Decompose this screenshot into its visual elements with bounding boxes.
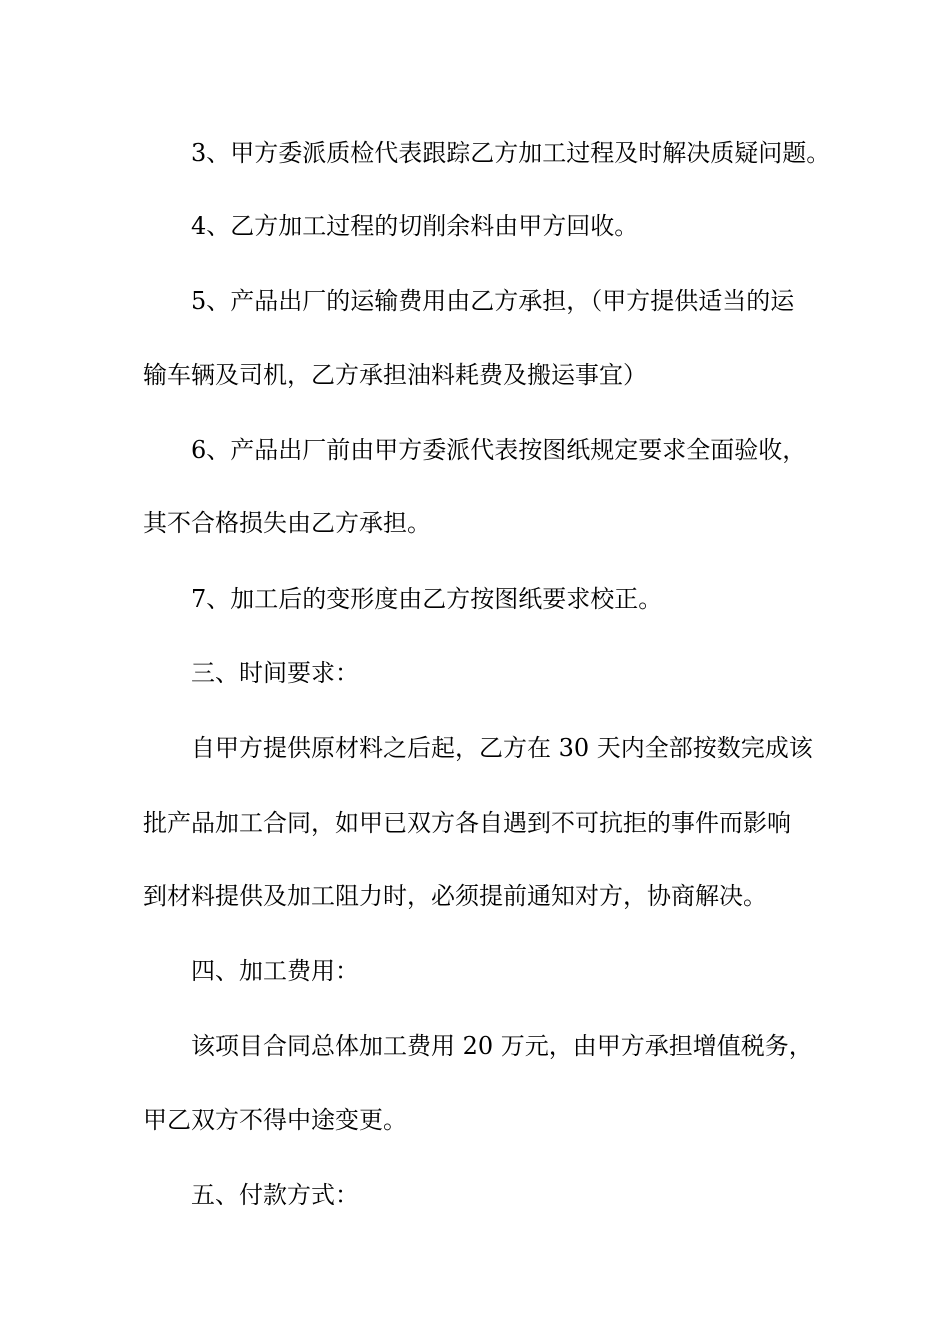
section-4-heading: 四、加工费用： [191, 957, 359, 985]
time-requirement-line-3: 到材料提供及加工阻力时，必须提前通知对方，协商解决。 [143, 882, 767, 910]
section-5-heading: 五、付款方式： [191, 1181, 359, 1209]
clause-5-line-1: 5、产品出厂的运输费用由乙方承担，（甲方提供适当的运 [191, 287, 795, 315]
clause-6-line-1: 6、产品出厂前由甲方委派代表按图纸规定要求全面验收， [191, 436, 807, 464]
fee-line-1: 该项目合同总体加工费用 20 万元，由甲方承担增值税务， [191, 1032, 813, 1060]
section-3-heading: 三、时间要求： [191, 659, 359, 687]
time-requirement-line-1: 自甲方提供原材料之后起，乙方在 30 天内全部按数完成该 [191, 734, 813, 762]
time-requirement-line-2: 批产品加工合同，如甲已双方各自遇到不可抗拒的事件而影响 [143, 809, 791, 837]
clause-6-line-2: 其不合格损失由乙方承担。 [143, 509, 431, 537]
clause-7-line: 7、加工后的变形度由乙方按图纸要求校正。 [191, 585, 663, 613]
clause-3-line: 3、甲方委派质检代表跟踪乙方加工过程及时解决质疑问题。 [191, 139, 831, 167]
fee-line-2: 甲乙双方不得中途变更。 [143, 1106, 407, 1134]
clause-4-line: 4、乙方加工过程的切削余料由甲方回收。 [191, 212, 639, 240]
clause-5-line-2: 输车辆及司机，乙方承担油料耗费及搬运事宜） [143, 361, 647, 389]
